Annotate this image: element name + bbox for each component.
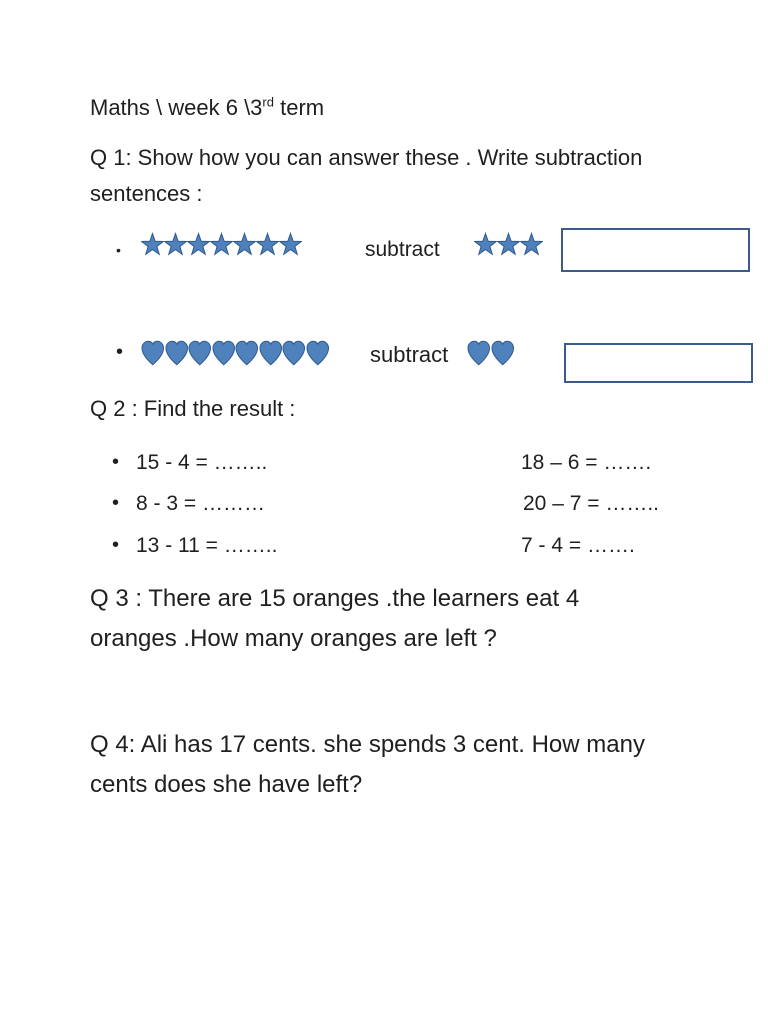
heart-icon — [141, 338, 165, 368]
star-icon — [520, 229, 543, 259]
heart-icon — [282, 338, 306, 368]
heart-icon — [259, 338, 283, 368]
q2-title: Q 2 : Find the result : — [90, 396, 296, 421]
star-icon — [210, 229, 233, 259]
q1-row1-sub-stars — [474, 229, 543, 259]
title-sup: rd — [262, 94, 274, 110]
q2-left-bullet-1: • — [112, 492, 120, 514]
q2-left-bullet-2: • — [112, 534, 120, 556]
q1-row2-sub-hearts — [467, 338, 514, 368]
q3-line2: oranges .How many oranges are left ? — [90, 625, 497, 652]
q1-line2: sentences : — [90, 181, 203, 206]
q4-line1: Q 4: Ali has 17 cents. she spends 3 cent. How many — [90, 731, 645, 758]
star-icon — [141, 229, 164, 259]
star-icon — [279, 229, 302, 259]
star-icon — [256, 229, 279, 259]
q1-row1-stars — [141, 229, 302, 259]
star-icon — [233, 229, 256, 259]
heart-icon — [235, 338, 259, 368]
star-icon — [187, 229, 210, 259]
q2-right-1: 20 – 7 = …….. — [523, 492, 659, 515]
heart-icon — [467, 338, 491, 368]
q1-row2-hearts — [141, 338, 329, 368]
q1-row2-bullet: • — [116, 341, 124, 363]
worksheet-title — [90, 95, 324, 121]
q2-right-2: 7 - 4 = ……. — [521, 534, 635, 557]
q1-row2-answer-box[interactable] — [564, 343, 753, 383]
heart-icon — [491, 338, 515, 368]
q2-right-0: 18 – 6 = ……. — [521, 451, 652, 474]
star-icon — [164, 229, 187, 259]
q1-row1-op: subtract — [365, 238, 440, 261]
q1-line1: Q 1: Show how you can answer these . Write subtraction — [90, 145, 643, 170]
heart-icon — [188, 338, 212, 368]
q1-row1-answer-box[interactable] — [561, 228, 750, 272]
q2-left-0: 15 - 4 = …….. — [136, 451, 268, 474]
heart-icon — [165, 338, 189, 368]
heart-icon — [212, 338, 236, 368]
heart-icon — [306, 338, 330, 368]
q3-line1: Q 3 : There are 15 oranges .the learners eat 4 — [90, 585, 580, 612]
q2-left-2: 13 - 11 = …….. — [136, 534, 278, 557]
q4-line2: cents does she have left? — [90, 771, 363, 798]
title-prefix: Maths \ week 6 \3 — [90, 95, 263, 120]
title-suffix: term — [273, 95, 325, 120]
star-icon — [474, 229, 497, 259]
star-icon — [497, 229, 520, 259]
q2-left-bullet-0: • — [112, 451, 120, 473]
q1-row2-op: subtract — [370, 342, 449, 367]
q1-row1-bullet: • — [116, 242, 121, 258]
q2-left-1: 8 - 3 = ……… — [136, 492, 265, 515]
